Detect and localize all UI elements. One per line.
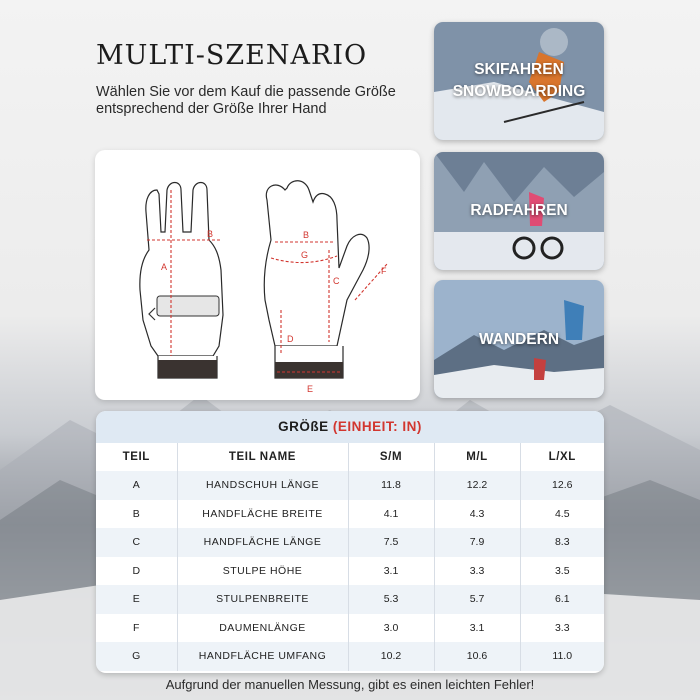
cell-sm: 3.0: [348, 614, 434, 643]
cell-lxl: 12.6: [520, 471, 604, 500]
cell-sm: 11.8: [348, 471, 434, 500]
cell-part: G: [96, 642, 177, 671]
label-f: F: [381, 266, 387, 276]
left-strap: [157, 296, 219, 316]
cell-part: C: [96, 528, 177, 557]
page-subtitle: Wählen Sie vor dem Kauf die passende Größe entsprechend der Größe Ihrer Hand: [96, 84, 396, 117]
cell-sm: 10.2: [348, 642, 434, 671]
page-title: MULTI-SZENARIO: [96, 40, 368, 71]
table-row: [96, 500, 604, 529]
cell-part: A: [96, 471, 177, 500]
size-table: [96, 443, 604, 671]
cell-lxl: 3.3: [554, 621, 570, 634]
label-d: D: [287, 334, 294, 344]
size-table-card: [96, 411, 604, 673]
column-header-part: TEIL: [96, 443, 177, 471]
cell-lxl: 6.1: [520, 585, 604, 614]
cell-ml: 3.1: [434, 614, 520, 643]
table-row: [96, 528, 604, 557]
skiing-photo: [434, 22, 604, 140]
cell-part: E: [96, 585, 177, 614]
cell-sm: 7.5: [348, 528, 434, 557]
glove-back-outline: [140, 183, 223, 379]
cell-ml: 3.3: [434, 557, 520, 586]
scenario-cycling: [434, 152, 604, 270]
table-row: [96, 614, 604, 643]
cell-name: HANDFLÄCHE BREITE: [177, 500, 348, 529]
label-e: E: [307, 384, 314, 394]
column-header-lxl: L/XL: [548, 451, 576, 463]
cell-ml: 5.7: [434, 585, 520, 614]
cell-ml: 12.2: [434, 471, 520, 500]
cell-sm: 3.1: [348, 557, 434, 586]
cell-lxl: 11.0: [520, 642, 604, 671]
cell-ml: 4.3: [434, 500, 520, 529]
scenario-hiking: [434, 280, 604, 398]
column-header-name: TEIL NAME: [177, 443, 348, 471]
label-a: A: [160, 262, 167, 272]
left-cuff-band: [158, 360, 217, 378]
scenario-hiking-label: WANDERN: [478, 331, 560, 348]
scenario-cycling-label: RADFAHREN: [470, 202, 568, 219]
right-cuff-band: [275, 362, 343, 378]
cell-name: HANDSCHUH LÄNGE: [177, 471, 348, 500]
table-row: [96, 471, 604, 500]
cell-ml: 10.6: [434, 642, 520, 671]
scenario-snowboarding-label: SNOWBOARDING: [452, 83, 586, 100]
scenario-skiing-label: SKIFAHREN: [474, 61, 564, 78]
table-row: [96, 557, 604, 586]
column-header-ml: M/L: [434, 443, 520, 471]
scenario-skiing: [434, 22, 604, 140]
cell-sm: 4.1: [348, 500, 434, 529]
label-g: G: [301, 250, 309, 260]
cell-name: HANDFLÄCHE LÄNGE: [177, 528, 348, 557]
table-row: [96, 642, 604, 671]
cell-part: D: [96, 557, 177, 586]
cell-name: STULPENBREITE: [177, 585, 348, 614]
cell-ml: 7.9: [434, 528, 520, 557]
size-table-unit: (EINHEIT: IN): [332, 419, 422, 434]
cell-lxl: 4.5: [554, 507, 570, 520]
size-table-title: [96, 411, 604, 443]
size-table-header-row: [96, 443, 604, 471]
cell-name: DAUMENLÄNGE: [177, 614, 348, 643]
cell-name: HANDFLÄCHE UMFANG: [177, 642, 348, 671]
label-c: C: [333, 276, 340, 286]
size-table-heading: GRÖßE: [278, 419, 329, 434]
measurement-footnote: Aufgrund der manuellen Messung, gibt es einen leichten Fehler!: [165, 677, 535, 692]
glove-measurement-diagram: [95, 150, 420, 400]
cell-lxl: 8.3: [520, 528, 604, 557]
glove-palm-outline: [264, 181, 369, 378]
cell-lxl: 3.5: [554, 564, 570, 577]
cell-part: F: [96, 614, 177, 643]
cell-name: STULPE HÖHE: [177, 557, 348, 586]
cell-sm: 5.3: [348, 585, 434, 614]
column-header-sm: S/M: [348, 443, 434, 471]
cell-part: B: [96, 500, 177, 529]
label-b-palm: B: [303, 230, 310, 240]
table-row: [96, 585, 604, 614]
label-b: B: [207, 229, 214, 239]
